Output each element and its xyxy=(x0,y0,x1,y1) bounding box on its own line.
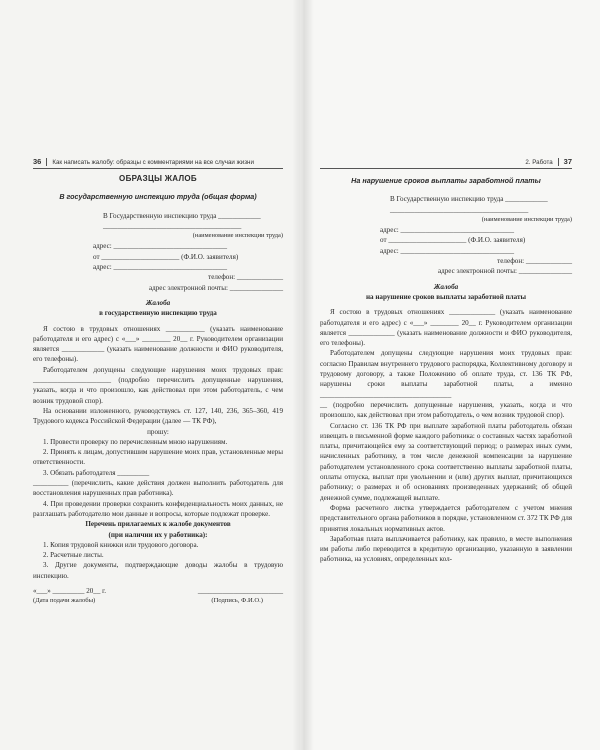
attachment-item: 1. Копия трудовой книжки или трудового договора. xyxy=(43,540,199,549)
addressee-block xyxy=(320,194,572,225)
addr-line: от ______________________ (Ф.И.О. заявителя) xyxy=(380,236,526,245)
signature-line: ________________________ xyxy=(197,586,283,595)
addr-line: адрес: ________________________________ xyxy=(380,226,515,235)
paragraph: __ (подробно перечислить допущенные нарушения, указать, когда и что произошло, как действовал при этом работодатель, о чем возник трудовой спор). xyxy=(320,400,572,420)
phone-line: телефон: _____________ xyxy=(497,257,572,266)
date-caption: (Дата подачи жалобы) xyxy=(33,597,96,605)
applicant-block xyxy=(33,241,283,292)
subsection-title: На нарушение сроков выплаты заработной платы xyxy=(351,176,541,185)
attachment-item: 2. Расчетные листы. xyxy=(43,551,104,560)
paragraph: Я состою в трудовых отношениях ___________ (указать наименование работодателя и его адрес) с «___» ________ 20__ г. Руководителем организации является ____________ (указать наименование должности и ФИО руководителя, его телефоны). xyxy=(33,324,283,364)
attachments-title: Перечень прилагаемых к жалобе документов xyxy=(85,520,231,529)
phone-line: телефон: _____________ xyxy=(208,273,283,282)
attachment-item: 3. Другие документы, подтверждающие доводы жалобы в трудовую инспекцию. xyxy=(33,561,283,580)
addr-line: _______________________________________ xyxy=(390,205,529,214)
right-page xyxy=(300,0,600,750)
list-item: 3. Обязать работодателя _________ xyxy=(43,468,150,477)
request-word: прошу: xyxy=(147,427,169,436)
left-running-head xyxy=(33,157,254,166)
paragraph: Я состою в трудовых отношениях _____________ (указать наименование работодателя и его адрес) с «___» ________ 20__ г. Руководителем организации является _____________ (указать наименование должности и ФИО руководителя, его телефоны). xyxy=(320,308,572,348)
header-divider xyxy=(558,158,559,166)
addr-line: от ______________________ (Ф.И.О. заявителя) xyxy=(93,252,239,261)
paragraph: На основании изложенного, руководствуясь ст. 127, 140, 236, 365–360, 419 Трудового кодекса Российской Федерации (далее — ТК РФ), xyxy=(33,406,283,426)
addr-line: В Государственную инспекцию труда ____________ xyxy=(103,211,261,220)
addressee-block xyxy=(33,211,283,242)
paragraph: Согласно ст. 136 ТК РФ при выплате заработной платы работодатель обязан извещать в письменной форме каждого работника: о составных частях заработной платы, причитающейся ему за соответствующий период; о размерах иных сумм, начисленных работнику, в том числе денежной компенсации за нарушение работодателем установленного срока соответственно выплаты заработной платы, оплаты отпуска, выплат при увольнении и (или) других выплат, причитающихся работнику; о размерах и об основаниях произведенных удержаний; об общей денежной сумме, подлежащей выплате. xyxy=(320,421,572,502)
paragraph: Форма расчетного листка утверждается работодателем с учетом мнения представительного органа работников в порядке, установленном ст. 372 ТК РФ для принятия локальных нормативных актов. xyxy=(320,503,572,533)
doc-title: Жалоба xyxy=(433,282,459,291)
subsection-title: В государственную инспекцию труда (общая форма) xyxy=(59,192,257,202)
applicant-block xyxy=(320,225,572,276)
list-item: __________ (перечислить, какие действия должен выполнить работодатель для восстановления нарушенных прав работника). xyxy=(33,479,283,498)
left-running-title: Как написать жалобу: образцы с комментариями на все случаи жизни xyxy=(52,159,254,166)
list-item: 4. При проведении проверки сохранить конфиденциальность моих данных, не разглашать работодателю мои данные и вопросы, которые подлежат проверке. xyxy=(33,499,283,518)
addr-line: адрес: ________________________________ xyxy=(380,246,515,255)
left-page-number: 36 xyxy=(33,157,42,166)
paragraph: Работодателем допущены следующие нарушения моих трудовых прав: ______________________ (подробно перечислить допущенные нарушения, указать, когда и что произошло, как действовал при этом работодатель, с чем возник трудовой спор). xyxy=(33,365,283,405)
doc-subtitle: в государственную инспекцию труда xyxy=(99,309,217,318)
doc-subtitle: на нарушение сроков выплаты заработной платы xyxy=(365,292,527,301)
addr-line: В Государственную инспекцию труда ____________ xyxy=(390,195,548,204)
addr-line: адрес: ________________________________ xyxy=(93,242,228,251)
right-page-number: 37 xyxy=(563,157,572,166)
addr-caption: (наименование инспекции труда) xyxy=(192,232,283,240)
section-title: ОБРАЗЦЫ ЖАЛОБ xyxy=(119,174,197,183)
right-content xyxy=(320,172,572,565)
left-content xyxy=(33,172,283,607)
paragraph: Заработная плата выплачивается работнику, как правило, в месте выполнения им работы либо переводится в кредитную организацию, указанную в заявлении работника, на условиях, определенных кол- xyxy=(320,534,572,564)
signature-captions xyxy=(33,596,283,606)
signature-row xyxy=(33,586,283,596)
addr-line: адрес: ________________________________ xyxy=(93,263,228,272)
signature-date: «___» _________ 20__ г. xyxy=(33,586,107,595)
left-header-rule xyxy=(33,168,283,169)
addr-caption: (наименование инспекции труда) xyxy=(481,215,572,223)
list-item: 1. Провести проверку по перечисленным мною нарушениям. xyxy=(43,437,228,446)
doc-title: Жалоба xyxy=(145,298,171,307)
book-gutter-shadow xyxy=(292,0,314,750)
email-line: адрес электронной почты: _______________ xyxy=(148,283,283,292)
addr-line: _______________________________________ xyxy=(103,221,242,230)
signature-caption: (Подпись, Ф.И.О.) xyxy=(211,597,263,605)
header-divider xyxy=(46,158,47,166)
paragraph: Работодателем допущены следующие нарушения моих трудовых прав: согласно Правилам внутреннего трудового распорядка, Коллективному договору и трудовому договору, а также Положению об оплате труда, ст. 136 ТК РФ, нарушены сроки выплаты заработной платы, а именно _____________________________________ xyxy=(320,349,572,399)
list-item: 2. Принять к лицам, допустившим нарушение моих прав, установленные меры ответственности. xyxy=(33,448,283,467)
email-line: адрес электронной почты: _______________ xyxy=(437,267,572,276)
right-running-head xyxy=(525,157,572,166)
right-header-rule xyxy=(320,168,572,169)
attachments-subtitle: (при наличии их у работника): xyxy=(108,530,208,539)
chapter-title: 2. Работа xyxy=(525,159,553,166)
